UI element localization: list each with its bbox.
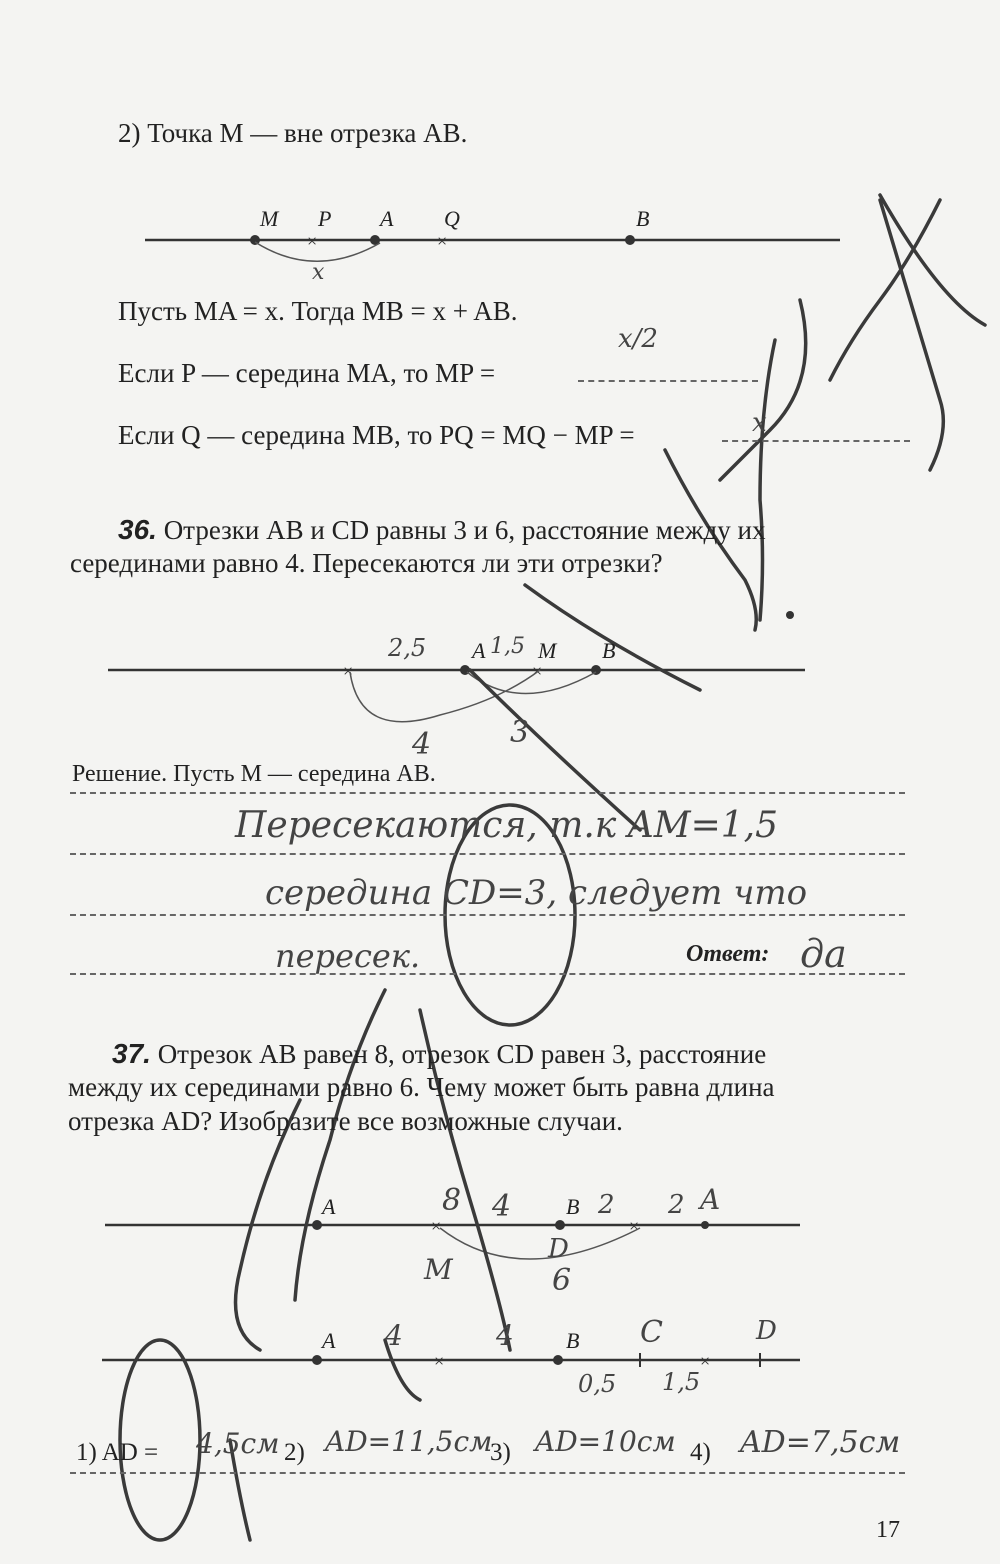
label-Q: Q (444, 206, 460, 231)
handwritten-answer-2: x/2 (618, 324, 658, 354)
arc-36-a (350, 670, 540, 722)
handwritten-line-1: Пересекаются, т.к AM=1,5 (235, 805, 778, 846)
answer-line-2 (578, 380, 758, 382)
point-A-37b (312, 1355, 322, 1365)
label-M: M (260, 206, 279, 231)
solution-intro: Решение. Пусть M — середина AB. (72, 761, 436, 787)
handwritten-line-3: пересек. (275, 937, 421, 975)
task36-number: 36. (118, 514, 157, 545)
x-mark-37a-1: × (431, 1216, 442, 1236)
task37-number: 37. (112, 1038, 151, 1069)
fig1-label-2a: 2 (598, 1190, 615, 1220)
label-2-5: 2,5 (388, 634, 427, 662)
x-mark-M-36: × (532, 661, 543, 681)
answer-label-36: Ответ: (686, 941, 770, 967)
part2-line3: Если Q — середина MB, то PQ = MQ − MP = (118, 420, 635, 450)
fig2-label-C: C (640, 1315, 663, 1350)
ruled-line-2 (70, 853, 905, 855)
answer-ruled-line (70, 1472, 905, 1474)
page-number: 17 (876, 1517, 900, 1543)
ruled-line-1 (70, 792, 905, 794)
fig1-label-8: 8 (442, 1183, 462, 1218)
label-P: P (318, 206, 332, 231)
x-mark-37a-2: × (629, 1216, 640, 1236)
label-1-5: 1,5 (490, 634, 525, 659)
fig2-label-A: A (322, 1328, 336, 1353)
handwritten-answer-3: x (752, 408, 767, 438)
fig1-label-M: M (424, 1253, 453, 1286)
fig2-label-B: B (566, 1328, 580, 1353)
answer4-value: AD=7,5см (740, 1425, 901, 1460)
point-B (625, 235, 635, 245)
arc-label-4: 4 (412, 727, 432, 762)
label-A-36: A (472, 638, 486, 663)
answer2-label: 2) (284, 1439, 305, 1466)
x-mark-Q: × (437, 231, 448, 251)
fig1-label-A2: A (700, 1183, 721, 1216)
task36-line2: серединами равно 4. Пересекаются ли эти отрезки? (70, 548, 663, 578)
fig1-label-4: 4 (492, 1189, 512, 1224)
answer3-label: 3) (490, 1439, 511, 1466)
part2-heading: 2) Точка M — вне отрезка AB. (118, 118, 468, 148)
scribble-watermark (120, 195, 985, 1543)
label-B-36: B (602, 638, 616, 663)
point-B-37b (553, 1355, 563, 1365)
task36-text-1: Отрезки AB и CD равны 3 и 6, расстояние между их (163, 515, 766, 545)
task37-line1 (112, 1040, 766, 1068)
point-B-37a (555, 1220, 565, 1230)
fig2-label-4a: 4 (385, 1319, 403, 1352)
handwritten-line-2: середина CD=3, следует что (265, 873, 808, 913)
part2-line1: Пусть MA = x. Тогда MB = x + AB. (118, 296, 518, 326)
task37-text-1: Отрезок AB равен 8, отрезок CD равен 3, расстояние (157, 1039, 767, 1069)
answer-line-3 (722, 440, 910, 442)
arc-label-3: 3 (510, 715, 530, 750)
x-mark-P: × (307, 231, 318, 251)
answer-36: да (800, 932, 847, 976)
fig1-label-D: D (548, 1234, 569, 1264)
x-mark-36: × (343, 661, 354, 681)
ruled-line-3 (70, 914, 905, 916)
answer1-value: 4,5см (196, 1427, 280, 1460)
fig1-label-2b: 2 (668, 1190, 685, 1220)
point-A2-37a (701, 1221, 709, 1229)
part2-line2: Если P — середина MA, то MP = (118, 358, 496, 388)
task37-line2: между их серединами равно 6. Чему может быть равна длина (68, 1072, 775, 1102)
fig2-label-0-5: 0,5 (578, 1370, 617, 1398)
answer3-value: AD=10см (535, 1425, 676, 1458)
arc-label-x: x (312, 260, 325, 285)
answer4-label: 4) (690, 1439, 711, 1466)
x-mark-37b-2: × (700, 1351, 711, 1371)
label-B: B (636, 206, 650, 231)
ink-dot (786, 611, 794, 619)
task37-line3: отрезка AD? Изобразите все возможные случаи. (68, 1106, 623, 1136)
answer1-label: 1) AD = (76, 1439, 159, 1466)
ruled-line-4 (70, 973, 905, 975)
arc-37a (440, 1228, 640, 1259)
label-A: A (380, 206, 394, 231)
fig1-label-B: B (566, 1194, 580, 1219)
answer2-value: AD=11,5см (325, 1425, 493, 1458)
fig2-label-4b: 4 (496, 1319, 514, 1352)
point-A-37a (312, 1220, 322, 1230)
fig2-label-D: D (756, 1316, 777, 1346)
fig1-label-A: A (322, 1194, 336, 1219)
x-mark-37b-1: × (434, 1351, 445, 1371)
label-M-36: M (538, 638, 557, 663)
fig1-label-6: 6 (552, 1263, 572, 1298)
arc-MA (255, 242, 380, 261)
task36-line1 (118, 516, 765, 544)
fig2-label-1-5: 1,5 (662, 1368, 701, 1396)
